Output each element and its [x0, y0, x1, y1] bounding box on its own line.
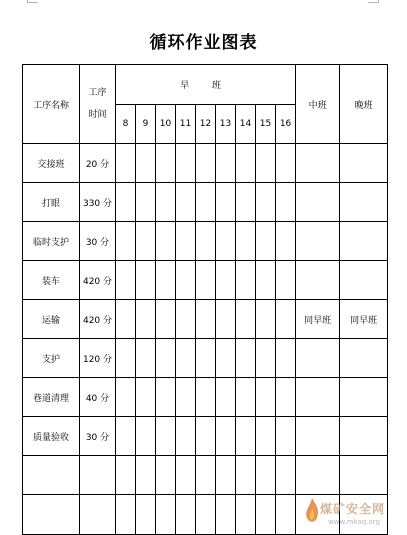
- hour-cell-15: 15: [256, 105, 276, 144]
- process-time-cell: 20 分: [80, 144, 116, 183]
- hour-slot-cell: [196, 378, 216, 417]
- hour-slot-cell: [256, 144, 276, 183]
- hour-slot-cell: [196, 417, 216, 456]
- middle-shift-cell: [296, 495, 340, 535]
- hour-cell-14: 14: [236, 105, 256, 144]
- hour-slot-cell: [236, 339, 256, 378]
- table-row: [23, 495, 388, 535]
- hour-slot-cell: [236, 222, 256, 261]
- hour-cell-9: 9: [136, 105, 156, 144]
- hour-slot-cell: [136, 144, 156, 183]
- hour-slot-cell: [176, 222, 196, 261]
- hour-slot-cell: [136, 261, 156, 300]
- hour-slot-cell: [216, 456, 236, 495]
- table-row: [23, 261, 388, 300]
- hour-slot-cell: [116, 339, 136, 378]
- process-time-cell: 30 分: [80, 222, 116, 261]
- hour-slot-cell: [216, 261, 236, 300]
- hour-slot-cell: [196, 183, 216, 222]
- hour-slot-cell: [216, 222, 236, 261]
- hour-slot-cell: [176, 495, 196, 535]
- hour-slot-cell: [236, 417, 256, 456]
- hour-slot-cell: [176, 339, 196, 378]
- table-row: [23, 456, 388, 495]
- hour-slot-cell: [276, 183, 296, 222]
- hour-slot-cell: [256, 378, 276, 417]
- hour-slot-cell: [116, 300, 136, 339]
- process-name-cell: [23, 495, 80, 535]
- cycle-operation-table: [22, 64, 388, 535]
- hour-cell-16: 16: [276, 105, 296, 144]
- hour-slot-cell: [156, 222, 176, 261]
- header-process-time-line1: 工序: [88, 88, 107, 98]
- hour-slot-cell: [156, 261, 176, 300]
- table-row: [23, 339, 388, 378]
- middle-shift-cell: [296, 183, 340, 222]
- process-time-cell: 30 分: [80, 417, 116, 456]
- header-process-name: 工序名称: [23, 65, 80, 144]
- hour-slot-cell: [196, 339, 216, 378]
- hour-slot-cell: [156, 339, 176, 378]
- hour-slot-cell: [116, 144, 136, 183]
- middle-shift-cell: [296, 339, 340, 378]
- table-row: [23, 222, 388, 261]
- hour-slot-cell: [176, 417, 196, 456]
- middle-shift-cell: [296, 222, 340, 261]
- page-title: 循环作业图表: [149, 33, 258, 53]
- table-row: [23, 144, 388, 183]
- hour-slot-cell: [116, 222, 136, 261]
- hour-slot-cell: [216, 300, 236, 339]
- hour-slot-cell: [276, 495, 296, 535]
- hour-slot-cell: [136, 183, 156, 222]
- middle-shift-cell: [296, 144, 340, 183]
- hour-slot-cell: [136, 339, 156, 378]
- hour-slot-cell: [136, 495, 156, 535]
- hour-slot-cell: [236, 183, 256, 222]
- header-night-shift: 晚班: [340, 65, 388, 144]
- page-corner-mark-right: [368, 0, 379, 3]
- process-time-cell: 120 分: [80, 339, 116, 378]
- process-name-cell: [23, 456, 80, 495]
- hour-slot-cell: [136, 456, 156, 495]
- hour-slot-cell: [276, 378, 296, 417]
- hour-slot-cell: [136, 300, 156, 339]
- hour-slot-cell: [136, 378, 156, 417]
- hour-slot-cell: [276, 300, 296, 339]
- process-name-cell: 临时支护: [23, 222, 80, 261]
- hour-cell-11: 11: [176, 105, 196, 144]
- hour-slot-cell: [196, 495, 216, 535]
- night-shift-cell: [340, 417, 388, 456]
- watermark-url: www.mkaq.org: [328, 518, 380, 526]
- hour-slot-cell: [116, 456, 136, 495]
- middle-shift-cell: [296, 261, 340, 300]
- hour-slot-cell: [216, 417, 236, 456]
- hour-slot-cell: [156, 378, 176, 417]
- hour-slot-cell: [216, 339, 236, 378]
- hour-slot-cell: [236, 261, 256, 300]
- hour-slot-cell: [256, 300, 276, 339]
- hour-slot-cell: [156, 495, 176, 535]
- header-process-time-line2: 时间: [88, 110, 107, 120]
- hour-slot-cell: [176, 261, 196, 300]
- hour-slot-cell: [116, 417, 136, 456]
- night-shift-cell: 同早班: [340, 300, 388, 339]
- hour-slot-cell: [176, 300, 196, 339]
- hour-slot-cell: [196, 456, 216, 495]
- hour-slot-cell: [236, 300, 256, 339]
- hour-cell-8: 8: [116, 105, 136, 144]
- process-name-cell: 交接班: [23, 144, 80, 183]
- hour-slot-cell: [156, 144, 176, 183]
- table-row: [23, 417, 388, 456]
- hour-slot-cell: [116, 261, 136, 300]
- night-shift-cell: [340, 261, 388, 300]
- header-day-shift: 早 班: [116, 65, 296, 105]
- process-name-cell: 装车: [23, 261, 80, 300]
- hour-slot-cell: [116, 378, 136, 417]
- hour-slot-cell: [276, 339, 296, 378]
- hour-slot-cell: [116, 183, 136, 222]
- hour-slot-cell: [156, 300, 176, 339]
- process-time-cell: 40 分: [80, 378, 116, 417]
- hour-slot-cell: [276, 144, 296, 183]
- hour-slot-cell: [256, 222, 276, 261]
- process-name-cell: 支护: [23, 339, 80, 378]
- hour-cell-13: 13: [216, 105, 236, 144]
- middle-shift-cell: [296, 417, 340, 456]
- hour-cell-10: 10: [156, 105, 176, 144]
- night-shift-cell: [340, 378, 388, 417]
- hour-slot-cell: [216, 183, 236, 222]
- hour-slot-cell: [256, 339, 276, 378]
- hour-slot-cell: [256, 417, 276, 456]
- night-shift-cell: [340, 222, 388, 261]
- header-process-time: [80, 65, 116, 144]
- process-name-cell: 运输: [23, 300, 80, 339]
- hour-slot-cell: [276, 456, 296, 495]
- hour-slot-cell: [256, 183, 276, 222]
- night-shift-cell: [340, 144, 388, 183]
- hour-slot-cell: [256, 456, 276, 495]
- night-shift-cell: [340, 339, 388, 378]
- middle-shift-cell: 同早班: [296, 300, 340, 339]
- process-name-cell: 质量验收: [23, 417, 80, 456]
- table-row: [23, 300, 388, 339]
- hour-slot-cell: [156, 456, 176, 495]
- watermark-brand: 煤矿安全网: [320, 502, 386, 516]
- header-middle-shift: 中班: [296, 65, 340, 144]
- process-time-cell: [80, 495, 116, 535]
- hour-slot-cell: [236, 144, 256, 183]
- hour-slot-cell: [136, 417, 156, 456]
- hour-slot-cell: [196, 222, 216, 261]
- hour-slot-cell: [156, 417, 176, 456]
- table-row: [23, 378, 388, 417]
- night-shift-cell: [340, 495, 388, 535]
- hour-slot-cell: [116, 495, 136, 535]
- hour-slot-cell: [236, 456, 256, 495]
- hour-slot-cell: [176, 183, 196, 222]
- table-row: [23, 183, 388, 222]
- middle-shift-cell: [296, 456, 340, 495]
- hour-slot-cell: [196, 261, 216, 300]
- process-name-cell: 巷道清理: [23, 378, 80, 417]
- hour-slot-cell: [216, 378, 236, 417]
- night-shift-cell: [340, 456, 388, 495]
- hour-slot-cell: [216, 144, 236, 183]
- hour-slot-cell: [256, 261, 276, 300]
- hour-slot-cell: [276, 417, 296, 456]
- hour-slot-cell: [196, 144, 216, 183]
- hour-slot-cell: [236, 495, 256, 535]
- hour-slot-cell: [276, 261, 296, 300]
- hour-cell-12: 12: [196, 105, 216, 144]
- night-shift-cell: [340, 183, 388, 222]
- hour-slot-cell: [276, 222, 296, 261]
- process-time-cell: 330 分: [80, 183, 116, 222]
- process-time-cell: [80, 456, 116, 495]
- process-time-cell: 420 分: [80, 261, 116, 300]
- page-corner-mark-left: [27, 0, 38, 3]
- hour-slot-cell: [136, 222, 156, 261]
- process-name-cell: 打眼: [23, 183, 80, 222]
- hour-slot-cell: [256, 495, 276, 535]
- process-time-cell: 420 分: [80, 300, 116, 339]
- hour-slot-cell: [176, 144, 196, 183]
- hour-slot-cell: [196, 300, 216, 339]
- middle-shift-cell: [296, 378, 340, 417]
- hour-slot-cell: [156, 183, 176, 222]
- hour-slot-cell: [236, 378, 256, 417]
- hour-slot-cell: [216, 495, 236, 535]
- hour-slot-cell: [176, 378, 196, 417]
- hour-slot-cell: [176, 456, 196, 495]
